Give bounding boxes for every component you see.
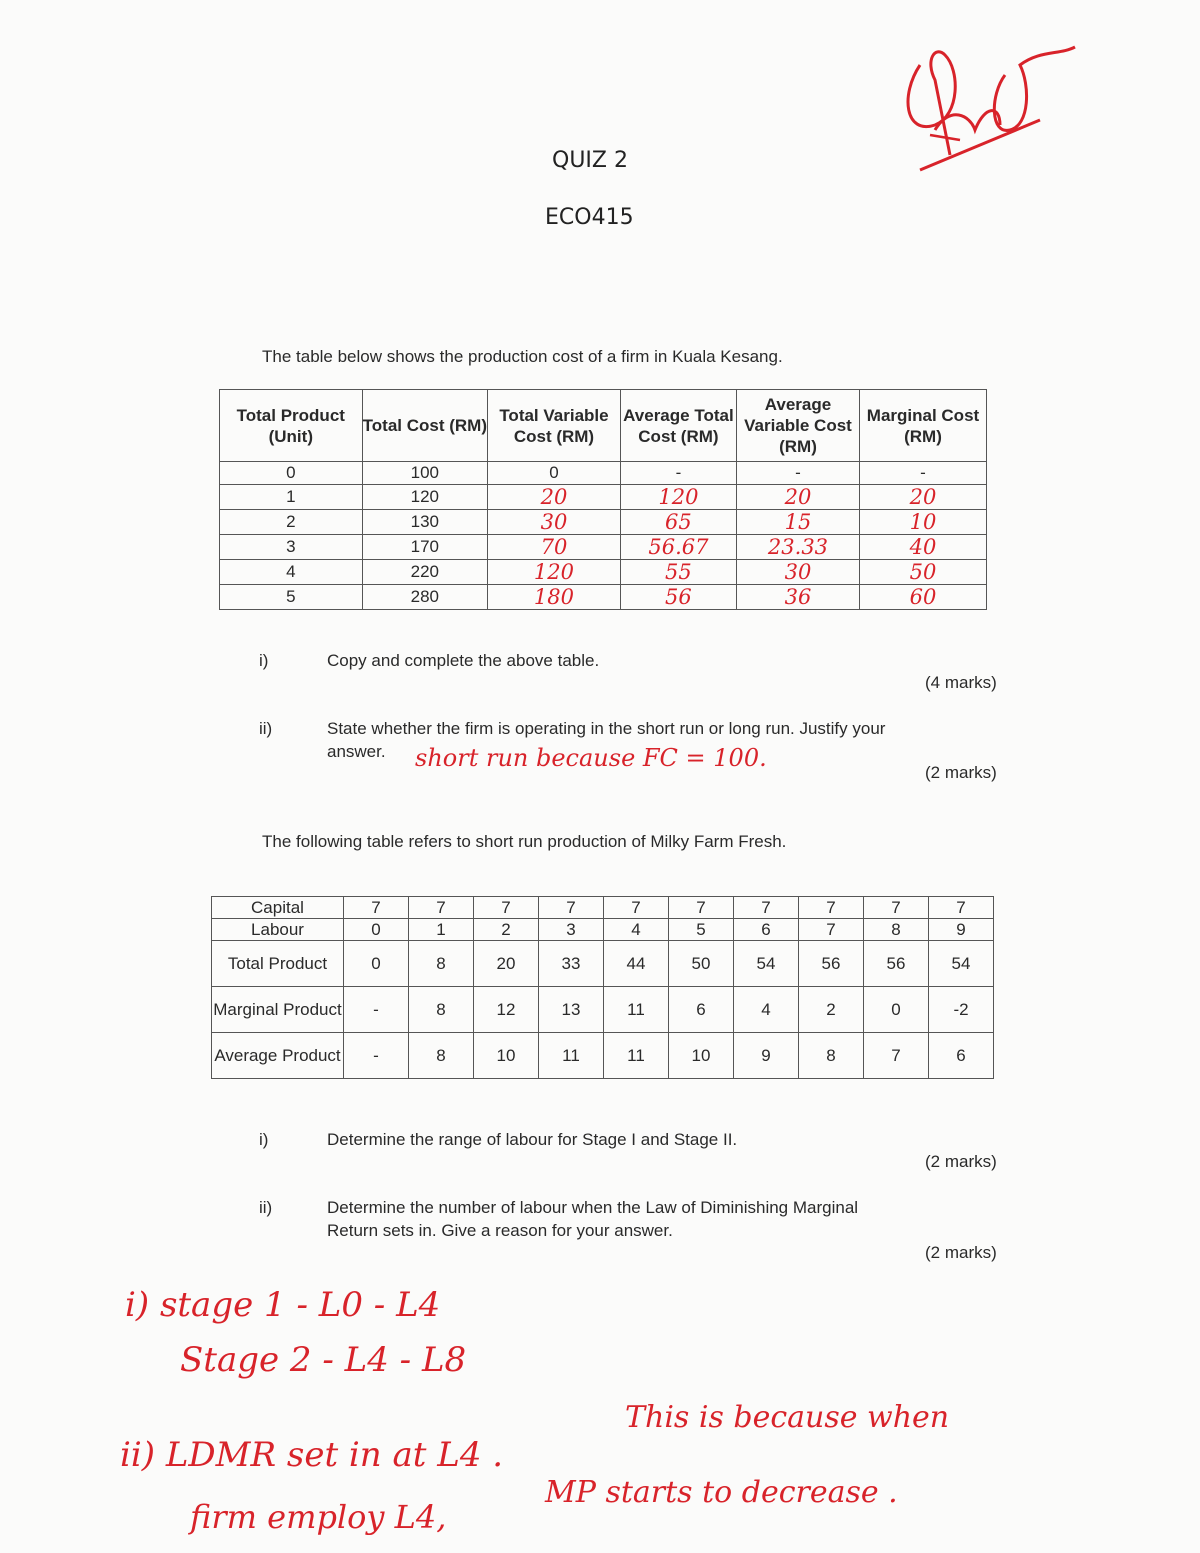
table-cell: 20 [474, 941, 539, 987]
table-cell: 120 [362, 485, 487, 510]
table-cell: 8 [409, 987, 474, 1033]
quiz-title: QUIZ 2 [552, 148, 628, 173]
row-label-labour: Labour [212, 919, 344, 941]
table-cell: 7 [734, 897, 799, 919]
handwritten-answer: 23.33 [736, 535, 859, 560]
table-cell: 4 [220, 560, 363, 585]
table-cell: 50 [669, 941, 734, 987]
handwritten-answer: 20 [736, 485, 859, 510]
answer-mp-decrease: MP starts to decrease . [545, 1475, 898, 1510]
row-label-total-product: Total Product [212, 941, 344, 987]
handwritten-answer: 30 [736, 560, 859, 585]
table-cell: 0 [220, 462, 363, 485]
table-cell: 7 [344, 897, 409, 919]
q1-i-text: Copy and complete the above table. [327, 651, 600, 670]
q1-ii-text-line2: answer. [327, 742, 386, 761]
table-cell: 4 [604, 919, 669, 941]
col-total-cost: Total Cost (RM) [362, 390, 487, 462]
table-cell: 0 [344, 941, 409, 987]
table-cell: 3 [539, 919, 604, 941]
handwritten-answer: 10 [859, 510, 986, 535]
q1-ii-marks: (2 marks) [925, 763, 997, 782]
table-cell: - [859, 462, 986, 485]
table-row [212, 897, 994, 919]
table-cell: - [344, 987, 409, 1033]
handwritten-answer: 15 [736, 510, 859, 535]
q2-ii-label: ii) [259, 1198, 273, 1217]
table-cell: 1 [409, 919, 474, 941]
answer-ldmr: ii) LDMR set in at L4 . [120, 1435, 504, 1475]
q1-ii-text-line1: State whether the firm is operating in the short run or long run. Justify your [327, 719, 886, 738]
table-cell: 2 [474, 919, 539, 941]
q1-ii-label: ii) [259, 719, 273, 738]
table-cell: 9 [734, 1033, 799, 1079]
table-cell: 56 [864, 941, 929, 987]
table-cell: 7 [474, 897, 539, 919]
table-cell: 11 [604, 987, 669, 1033]
table-cell: 3 [220, 535, 363, 560]
handwritten-answer: 180 [488, 585, 621, 610]
table-cell: 11 [604, 1033, 669, 1079]
q1-intro: The table below shows the production cost of a firm in Kuala Kesang. [262, 347, 783, 366]
q2-intro: The following table refers to short run production of Milky Farm Fresh. [262, 832, 787, 851]
q2-i-marks: (2 marks) [925, 1152, 997, 1171]
table-cell: 7 [604, 897, 669, 919]
handwritten-answer: 56.67 [620, 535, 736, 560]
table-row [212, 941, 994, 987]
answer-firm-employ: firm employ L4, [190, 1498, 447, 1536]
answer-stage-1: i) stage 1 - L0 - L4 [125, 1285, 441, 1325]
handwritten-answer: 56 [620, 585, 736, 610]
q1-ii-handwritten-answer: short run because FC = 100. [415, 744, 767, 772]
handwritten-answer: 60 [859, 585, 986, 610]
table-cell: 8 [864, 919, 929, 941]
handwritten-answer: 50 [859, 560, 986, 585]
q2-i-label: i) [259, 1130, 269, 1149]
q1-i-marks: (4 marks) [925, 673, 997, 692]
table-cell: 44 [604, 941, 669, 987]
col-marginal-cost: Marginal Cost (RM) [859, 390, 986, 462]
q2-ii-marks: (2 marks) [925, 1243, 997, 1262]
table-cell: 33 [539, 941, 604, 987]
table-cell: 100 [362, 462, 487, 485]
table-cell: 6 [929, 1033, 994, 1079]
table-cell: 6 [734, 919, 799, 941]
table-cell: 0 [864, 987, 929, 1033]
handwritten-answer: 120 [620, 485, 736, 510]
signature-scribble [890, 35, 1080, 175]
table-cell: -2 [929, 987, 994, 1033]
row-label-marginal-product: Marginal Product [212, 987, 344, 1033]
table-cell: 7 [539, 897, 604, 919]
table-cell: 13 [539, 987, 604, 1033]
table-cell: 54 [929, 941, 994, 987]
table-row [220, 485, 987, 510]
table-cell: 7 [929, 897, 994, 919]
table-row [212, 1033, 994, 1079]
table-cell: 7 [799, 919, 864, 941]
col-average-total-cost: Average Total Cost (RM) [620, 390, 736, 462]
q1-i-label: i) [259, 651, 269, 670]
course-code: ECO415 [545, 205, 634, 230]
table-row [212, 919, 994, 941]
table-cell: 8 [799, 1033, 864, 1079]
handwritten-answer: 120 [488, 560, 621, 585]
table-cell: 11 [539, 1033, 604, 1079]
q2-ii-text-line2: Return sets in. Give a reason for your answer. [327, 1221, 673, 1240]
table-cell: 5 [669, 919, 734, 941]
table-cell: 130 [362, 510, 487, 535]
table-cell: 7 [409, 897, 474, 919]
table-cell: 8 [409, 941, 474, 987]
handwritten-answer: 65 [620, 510, 736, 535]
table-cell: 5 [220, 585, 363, 610]
table-cell: 8 [409, 1033, 474, 1079]
handwritten-answer: 40 [859, 535, 986, 560]
handwritten-answer: 36 [736, 585, 859, 610]
q2-i-text: Determine the range of labour for Stage I and Stage II. [327, 1130, 738, 1149]
table-row [220, 462, 987, 485]
table-row [220, 560, 987, 585]
table-cell: 56 [799, 941, 864, 987]
table-cell: 7 [669, 897, 734, 919]
row-label-capital: Capital [212, 897, 344, 919]
table-cell: 170 [362, 535, 487, 560]
handwritten-answer: 30 [488, 510, 621, 535]
col-total-product: Total Product (Unit) [220, 390, 363, 462]
table-cell: 54 [734, 941, 799, 987]
col-average-variable-cost: Average Variable Cost (RM) [736, 390, 859, 462]
table-cell: 7 [864, 1033, 929, 1079]
table-cell: 0 [488, 462, 621, 485]
table-cell: 12 [474, 987, 539, 1033]
cost-table [219, 389, 987, 610]
table-cell: 2 [220, 510, 363, 535]
table-cell: 6 [669, 987, 734, 1033]
table-row [220, 535, 987, 560]
table-cell: 280 [362, 585, 487, 610]
handwritten-answer: 55 [620, 560, 736, 585]
production-table [211, 896, 994, 1079]
q2-ii-text-line1: Determine the number of labour when the Law of Diminishing Marginal [327, 1198, 859, 1217]
table-row [220, 585, 987, 610]
handwritten-answer: 70 [488, 535, 621, 560]
col-total-variable-cost: Total Variable Cost (RM) [488, 390, 621, 462]
table-cell: 4 [734, 987, 799, 1033]
table-cell: - [736, 462, 859, 485]
table-cell: 7 [864, 897, 929, 919]
table-cell: 7 [799, 897, 864, 919]
row-label-average-product: Average Product [212, 1033, 344, 1079]
table-row [220, 510, 987, 535]
table-cell: - [620, 462, 736, 485]
table-cell: 220 [362, 560, 487, 585]
table-cell: 9 [929, 919, 994, 941]
table-cell: 1 [220, 485, 363, 510]
answer-ldmr-reason: This is because when [625, 1400, 950, 1435]
table-cell: 2 [799, 987, 864, 1033]
handwritten-answer: 20 [859, 485, 986, 510]
handwritten-answer: 20 [488, 485, 621, 510]
table-cell: 10 [669, 1033, 734, 1079]
table-cell: - [344, 1033, 409, 1079]
table-row [212, 987, 994, 1033]
table-cell: 0 [344, 919, 409, 941]
answer-stage-2: Stage 2 - L4 - L8 [180, 1340, 467, 1380]
table-cell: 10 [474, 1033, 539, 1079]
